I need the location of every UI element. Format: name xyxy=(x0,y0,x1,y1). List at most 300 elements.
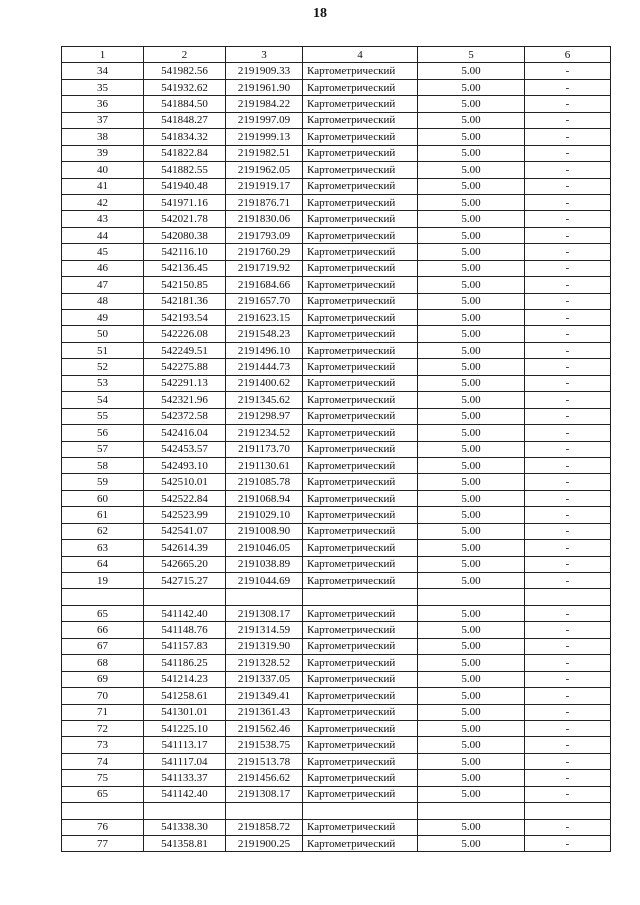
accuracy-cell: 5.00 xyxy=(418,310,525,326)
y-coordinate-cell: 2191361.43 xyxy=(226,704,303,720)
description-cell: - xyxy=(525,671,611,687)
x-coordinate-cell: 542665.20 xyxy=(144,556,226,572)
point-number-cell: 65 xyxy=(62,786,144,802)
y-coordinate-cell: 2191513.78 xyxy=(226,753,303,769)
accuracy-cell: 5.00 xyxy=(418,178,525,194)
description-cell: - xyxy=(525,129,611,145)
description-cell: - xyxy=(525,605,611,621)
x-coordinate-cell: 542116.10 xyxy=(144,244,226,260)
point-number-cell: 46 xyxy=(62,260,144,276)
table-row xyxy=(62,704,611,720)
point-number-cell: 47 xyxy=(62,277,144,293)
description-cell: - xyxy=(525,425,611,441)
method-cell: Картометрический xyxy=(303,523,418,539)
x-coordinate-cell: 542510.01 xyxy=(144,474,226,490)
y-coordinate-cell: 2191984.22 xyxy=(226,96,303,112)
description-cell: - xyxy=(525,211,611,227)
description-cell: - xyxy=(525,655,611,671)
description-cell: - xyxy=(525,244,611,260)
accuracy-cell: 5.00 xyxy=(418,490,525,506)
x-coordinate-cell: 541117.04 xyxy=(144,753,226,769)
description-cell: - xyxy=(525,720,611,736)
point-number-cell: 74 xyxy=(62,753,144,769)
x-coordinate-cell: 542715.27 xyxy=(144,573,226,589)
point-number-cell: 38 xyxy=(62,129,144,145)
y-coordinate-cell: 2191337.05 xyxy=(226,671,303,687)
point-number-cell: 58 xyxy=(62,457,144,473)
point-number-cell: 75 xyxy=(62,770,144,786)
point-number-cell: 54 xyxy=(62,392,144,408)
page-number: 18 xyxy=(313,6,327,21)
column-header-method: 4 xyxy=(303,47,418,63)
point-number-cell: 60 xyxy=(62,490,144,506)
point-number-cell: 63 xyxy=(62,540,144,556)
x-coordinate-cell: 542541.07 xyxy=(144,523,226,539)
table-row xyxy=(62,523,611,539)
table-row xyxy=(62,211,611,227)
method-cell: Картометрический xyxy=(303,408,418,424)
table-row xyxy=(62,720,611,736)
description-cell xyxy=(525,589,611,605)
y-coordinate-cell xyxy=(226,589,303,605)
accuracy-cell: 5.00 xyxy=(418,753,525,769)
method-cell: Картометрический xyxy=(303,244,418,260)
y-coordinate-cell: 2191760.29 xyxy=(226,244,303,260)
point-number-cell: 71 xyxy=(62,704,144,720)
table-row xyxy=(62,638,611,654)
table-row xyxy=(62,819,611,835)
accuracy-cell: 5.00 xyxy=(418,326,525,342)
table-row xyxy=(62,79,611,95)
x-coordinate-cell: 541834.32 xyxy=(144,129,226,145)
accuracy-cell: 5.00 xyxy=(418,819,525,835)
x-coordinate-cell: 542291.13 xyxy=(144,375,226,391)
y-coordinate-cell: 2191308.17 xyxy=(226,605,303,621)
x-coordinate-cell: 541940.48 xyxy=(144,178,226,194)
accuracy-cell: 5.00 xyxy=(418,457,525,473)
y-coordinate-cell: 2191793.09 xyxy=(226,227,303,243)
point-number-cell: 37 xyxy=(62,112,144,128)
y-coordinate-cell: 2191719.92 xyxy=(226,260,303,276)
accuracy-cell: 5.00 xyxy=(418,573,525,589)
point-number-cell: 43 xyxy=(62,211,144,227)
table-row xyxy=(62,178,611,194)
method-cell: Картометрический xyxy=(303,556,418,572)
x-coordinate-cell: 542080.38 xyxy=(144,227,226,243)
point-number-cell: 35 xyxy=(62,79,144,95)
table-row xyxy=(62,112,611,128)
x-coordinate-cell: 541884.50 xyxy=(144,96,226,112)
x-coordinate-cell: 541142.40 xyxy=(144,786,226,802)
table-row xyxy=(62,457,611,473)
y-coordinate-cell: 2191962.05 xyxy=(226,162,303,178)
x-coordinate-cell: 541301.01 xyxy=(144,704,226,720)
point-number-cell: 76 xyxy=(62,819,144,835)
accuracy-cell: 5.00 xyxy=(418,359,525,375)
table-row xyxy=(62,622,611,638)
description-cell: - xyxy=(525,326,611,342)
accuracy-cell: 5.00 xyxy=(418,425,525,441)
table-row xyxy=(62,359,611,375)
point-number-cell: 39 xyxy=(62,145,144,161)
table-row xyxy=(62,392,611,408)
x-coordinate-cell: 542372.58 xyxy=(144,408,226,424)
accuracy-cell: 5.00 xyxy=(418,375,525,391)
table-row xyxy=(62,556,611,572)
y-coordinate-cell: 2191349.41 xyxy=(226,688,303,704)
method-cell: Картометрический xyxy=(303,753,418,769)
point-number-cell: 67 xyxy=(62,638,144,654)
description-cell: - xyxy=(525,474,611,490)
table-row xyxy=(62,540,611,556)
table-row xyxy=(62,293,611,309)
x-coordinate-cell: 542181.36 xyxy=(144,293,226,309)
accuracy-cell: 5.00 xyxy=(418,836,525,852)
description-cell: - xyxy=(525,753,611,769)
table-row xyxy=(62,194,611,210)
x-coordinate-cell: 542136.45 xyxy=(144,260,226,276)
method-cell: Картометрический xyxy=(303,326,418,342)
accuracy-cell: 5.00 xyxy=(418,704,525,720)
column-header-accuracy: 5 xyxy=(418,47,525,63)
table-row xyxy=(62,162,611,178)
table-row xyxy=(62,96,611,112)
table-row xyxy=(62,441,611,457)
y-coordinate-cell: 2191982.51 xyxy=(226,145,303,161)
method-cell: Картометрический xyxy=(303,457,418,473)
y-coordinate-cell: 2191044.69 xyxy=(226,573,303,589)
x-coordinate-cell: 541882.55 xyxy=(144,162,226,178)
method-cell: Картометрический xyxy=(303,819,418,835)
table-row-separator xyxy=(62,803,611,819)
point-number-cell: 36 xyxy=(62,96,144,112)
y-coordinate-cell: 2191298.97 xyxy=(226,408,303,424)
method-cell: Картометрический xyxy=(303,310,418,326)
table-row xyxy=(62,507,611,523)
method-cell: Картометрический xyxy=(303,277,418,293)
table-row xyxy=(62,326,611,342)
y-coordinate-cell: 2191919.17 xyxy=(226,178,303,194)
table-row xyxy=(62,145,611,161)
table-row xyxy=(62,342,611,358)
description-cell: - xyxy=(525,63,611,79)
table-row xyxy=(62,129,611,145)
y-coordinate-cell: 2191008.90 xyxy=(226,523,303,539)
method-cell: Картометрический xyxy=(303,79,418,95)
method-cell: Картометрический xyxy=(303,441,418,457)
y-coordinate-cell: 2191400.62 xyxy=(226,375,303,391)
y-coordinate-cell: 2191684.66 xyxy=(226,277,303,293)
description-cell: - xyxy=(525,342,611,358)
table-row xyxy=(62,770,611,786)
x-coordinate-cell: 541932.62 xyxy=(144,79,226,95)
method-cell: Картометрический xyxy=(303,720,418,736)
point-number-cell xyxy=(62,803,144,819)
accuracy-cell xyxy=(418,803,525,819)
x-coordinate-cell: 542226.08 xyxy=(144,326,226,342)
method-cell: Картометрический xyxy=(303,490,418,506)
column-header-description: 6 xyxy=(525,47,611,63)
point-number-cell: 44 xyxy=(62,227,144,243)
accuracy-cell: 5.00 xyxy=(418,523,525,539)
y-coordinate-cell: 2191046.05 xyxy=(226,540,303,556)
method-cell: Картометрический xyxy=(303,770,418,786)
table-row xyxy=(62,63,611,79)
accuracy-cell: 5.00 xyxy=(418,293,525,309)
y-coordinate-cell: 2191999.13 xyxy=(226,129,303,145)
y-coordinate-cell: 2191308.17 xyxy=(226,786,303,802)
x-coordinate-cell: 542493.10 xyxy=(144,457,226,473)
point-number-cell xyxy=(62,589,144,605)
table-row xyxy=(62,425,611,441)
description-cell: - xyxy=(525,96,611,112)
point-number-cell: 45 xyxy=(62,244,144,260)
y-coordinate-cell: 2191345.62 xyxy=(226,392,303,408)
table-row xyxy=(62,786,611,802)
y-coordinate-cell: 2191029.10 xyxy=(226,507,303,523)
description-cell: - xyxy=(525,490,611,506)
accuracy-cell: 5.00 xyxy=(418,474,525,490)
description-cell: - xyxy=(525,194,611,210)
method-cell: Картометрический xyxy=(303,474,418,490)
x-coordinate-cell: 542321.96 xyxy=(144,392,226,408)
description-cell: - xyxy=(525,737,611,753)
accuracy-cell: 5.00 xyxy=(418,622,525,638)
accuracy-cell: 5.00 xyxy=(418,162,525,178)
description-cell: - xyxy=(525,293,611,309)
x-coordinate-cell xyxy=(144,589,226,605)
x-coordinate-cell: 541258.61 xyxy=(144,688,226,704)
method-cell: Картометрический xyxy=(303,293,418,309)
accuracy-cell xyxy=(418,589,525,605)
table-row xyxy=(62,260,611,276)
method-cell: Картометрический xyxy=(303,129,418,145)
x-coordinate-cell: 542416.04 xyxy=(144,425,226,441)
y-coordinate-cell: 2191961.90 xyxy=(226,79,303,95)
point-number-cell: 72 xyxy=(62,720,144,736)
column-header-y: 3 xyxy=(226,47,303,63)
x-coordinate-cell: 542614.39 xyxy=(144,540,226,556)
method-cell: Картометрический xyxy=(303,359,418,375)
point-number-cell: 40 xyxy=(62,162,144,178)
description-cell: - xyxy=(525,836,611,852)
accuracy-cell: 5.00 xyxy=(418,655,525,671)
accuracy-cell: 5.00 xyxy=(418,211,525,227)
description-cell: - xyxy=(525,819,611,835)
method-cell: Картометрический xyxy=(303,194,418,210)
method-cell: Картометрический xyxy=(303,671,418,687)
y-coordinate-cell: 2191876.71 xyxy=(226,194,303,210)
table-row xyxy=(62,244,611,260)
x-coordinate-cell: 541848.27 xyxy=(144,112,226,128)
x-coordinate-cell: 541822.84 xyxy=(144,145,226,161)
point-number-cell: 61 xyxy=(62,507,144,523)
accuracy-cell: 5.00 xyxy=(418,408,525,424)
point-number-cell: 53 xyxy=(62,375,144,391)
table-row xyxy=(62,490,611,506)
x-coordinate-cell: 541113.17 xyxy=(144,737,226,753)
y-coordinate-cell: 2191538.75 xyxy=(226,737,303,753)
coordinates-table xyxy=(61,46,611,852)
point-number-cell: 52 xyxy=(62,359,144,375)
method-cell: Картометрический xyxy=(303,211,418,227)
point-number-cell: 55 xyxy=(62,408,144,424)
description-cell: - xyxy=(525,786,611,802)
accuracy-cell: 5.00 xyxy=(418,129,525,145)
point-number-cell: 77 xyxy=(62,836,144,852)
method-cell: Картометрический xyxy=(303,162,418,178)
y-coordinate-cell: 2191319.90 xyxy=(226,638,303,654)
description-cell: - xyxy=(525,260,611,276)
method-cell: Картометрический xyxy=(303,145,418,161)
accuracy-cell: 5.00 xyxy=(418,392,525,408)
table-row-separator xyxy=(62,589,611,605)
method-cell: Картометрический xyxy=(303,688,418,704)
description-cell: - xyxy=(525,688,611,704)
point-number-cell: 65 xyxy=(62,605,144,621)
method-cell: Картометрический xyxy=(303,638,418,654)
method-cell xyxy=(303,589,418,605)
description-cell: - xyxy=(525,178,611,194)
method-cell: Картометрический xyxy=(303,836,418,852)
description-cell: - xyxy=(525,359,611,375)
description-cell: - xyxy=(525,79,611,95)
accuracy-cell: 5.00 xyxy=(418,441,525,457)
description-cell: - xyxy=(525,540,611,556)
description-cell: - xyxy=(525,523,611,539)
x-coordinate-cell: 542453.57 xyxy=(144,441,226,457)
point-number-cell: 49 xyxy=(62,310,144,326)
y-coordinate-cell: 2191909.33 xyxy=(226,63,303,79)
point-number-cell: 57 xyxy=(62,441,144,457)
method-cell: Картометрический xyxy=(303,622,418,638)
x-coordinate-cell: 541971.16 xyxy=(144,194,226,210)
point-number-cell: 68 xyxy=(62,655,144,671)
table-row xyxy=(62,277,611,293)
y-coordinate-cell xyxy=(226,803,303,819)
x-coordinate-cell: 541982.56 xyxy=(144,63,226,79)
point-number-cell: 41 xyxy=(62,178,144,194)
x-coordinate-cell: 541214.23 xyxy=(144,671,226,687)
column-header-point-number: 1 xyxy=(62,47,144,63)
point-number-cell: 62 xyxy=(62,523,144,539)
table-row xyxy=(62,310,611,326)
method-cell: Картометрический xyxy=(303,63,418,79)
y-coordinate-cell: 2191997.09 xyxy=(226,112,303,128)
y-coordinate-cell: 2191562.46 xyxy=(226,720,303,736)
accuracy-cell: 5.00 xyxy=(418,720,525,736)
description-cell: - xyxy=(525,375,611,391)
description-cell: - xyxy=(525,277,611,293)
description-cell xyxy=(525,803,611,819)
table-row xyxy=(62,408,611,424)
accuracy-cell: 5.00 xyxy=(418,540,525,556)
point-number-cell: 59 xyxy=(62,474,144,490)
column-header-x: 2 xyxy=(144,47,226,63)
accuracy-cell: 5.00 xyxy=(418,638,525,654)
accuracy-cell: 5.00 xyxy=(418,227,525,243)
description-cell: - xyxy=(525,770,611,786)
point-number-cell: 66 xyxy=(62,622,144,638)
x-coordinate-cell: 542249.51 xyxy=(144,342,226,358)
table-row xyxy=(62,655,611,671)
method-cell: Картометрический xyxy=(303,655,418,671)
description-cell: - xyxy=(525,227,611,243)
y-coordinate-cell: 2191068.94 xyxy=(226,490,303,506)
y-coordinate-cell: 2191496.10 xyxy=(226,342,303,358)
method-cell xyxy=(303,803,418,819)
x-coordinate-cell: 541186.25 xyxy=(144,655,226,671)
y-coordinate-cell: 2191314.59 xyxy=(226,622,303,638)
y-coordinate-cell: 2191085.78 xyxy=(226,474,303,490)
table-row xyxy=(62,573,611,589)
description-cell: - xyxy=(525,441,611,457)
table-row xyxy=(62,836,611,852)
x-coordinate-cell: 542021.78 xyxy=(144,211,226,227)
y-coordinate-cell: 2191234.52 xyxy=(226,425,303,441)
y-coordinate-cell: 2191130.61 xyxy=(226,457,303,473)
y-coordinate-cell: 2191830.06 xyxy=(226,211,303,227)
x-coordinate-cell: 542275.88 xyxy=(144,359,226,375)
method-cell: Картометрический xyxy=(303,392,418,408)
accuracy-cell: 5.00 xyxy=(418,277,525,293)
accuracy-cell: 5.00 xyxy=(418,688,525,704)
point-number-cell: 34 xyxy=(62,63,144,79)
x-coordinate-cell: 542193.54 xyxy=(144,310,226,326)
table-row xyxy=(62,474,611,490)
description-cell: - xyxy=(525,622,611,638)
description-cell: - xyxy=(525,556,611,572)
table-header-row xyxy=(62,47,611,63)
point-number-cell: 64 xyxy=(62,556,144,572)
point-number-cell: 48 xyxy=(62,293,144,309)
x-coordinate-cell: 542522.84 xyxy=(144,490,226,506)
x-coordinate-cell xyxy=(144,803,226,819)
method-cell: Картометрический xyxy=(303,227,418,243)
description-cell: - xyxy=(525,112,611,128)
method-cell: Картометрический xyxy=(303,375,418,391)
point-number-cell: 42 xyxy=(62,194,144,210)
accuracy-cell: 5.00 xyxy=(418,96,525,112)
point-number-cell: 73 xyxy=(62,737,144,753)
description-cell: - xyxy=(525,457,611,473)
description-cell: - xyxy=(525,310,611,326)
x-coordinate-cell: 542523.99 xyxy=(144,507,226,523)
x-coordinate-cell: 541148.76 xyxy=(144,622,226,638)
y-coordinate-cell: 2191328.52 xyxy=(226,655,303,671)
point-number-cell: 69 xyxy=(62,671,144,687)
accuracy-cell: 5.00 xyxy=(418,556,525,572)
point-number-cell: 51 xyxy=(62,342,144,358)
point-number-cell: 50 xyxy=(62,326,144,342)
description-cell: - xyxy=(525,704,611,720)
accuracy-cell: 5.00 xyxy=(418,770,525,786)
table-row xyxy=(62,671,611,687)
accuracy-cell: 5.00 xyxy=(418,63,525,79)
description-cell: - xyxy=(525,638,611,654)
accuracy-cell: 5.00 xyxy=(418,145,525,161)
method-cell: Картометрический xyxy=(303,540,418,556)
table-row xyxy=(62,753,611,769)
method-cell: Картометрический xyxy=(303,737,418,753)
accuracy-cell: 5.00 xyxy=(418,786,525,802)
x-coordinate-cell: 541142.40 xyxy=(144,605,226,621)
method-cell: Картометрический xyxy=(303,605,418,621)
point-number-cell: 19 xyxy=(62,573,144,589)
description-cell: - xyxy=(525,507,611,523)
accuracy-cell: 5.00 xyxy=(418,507,525,523)
y-coordinate-cell: 2191173.70 xyxy=(226,441,303,457)
